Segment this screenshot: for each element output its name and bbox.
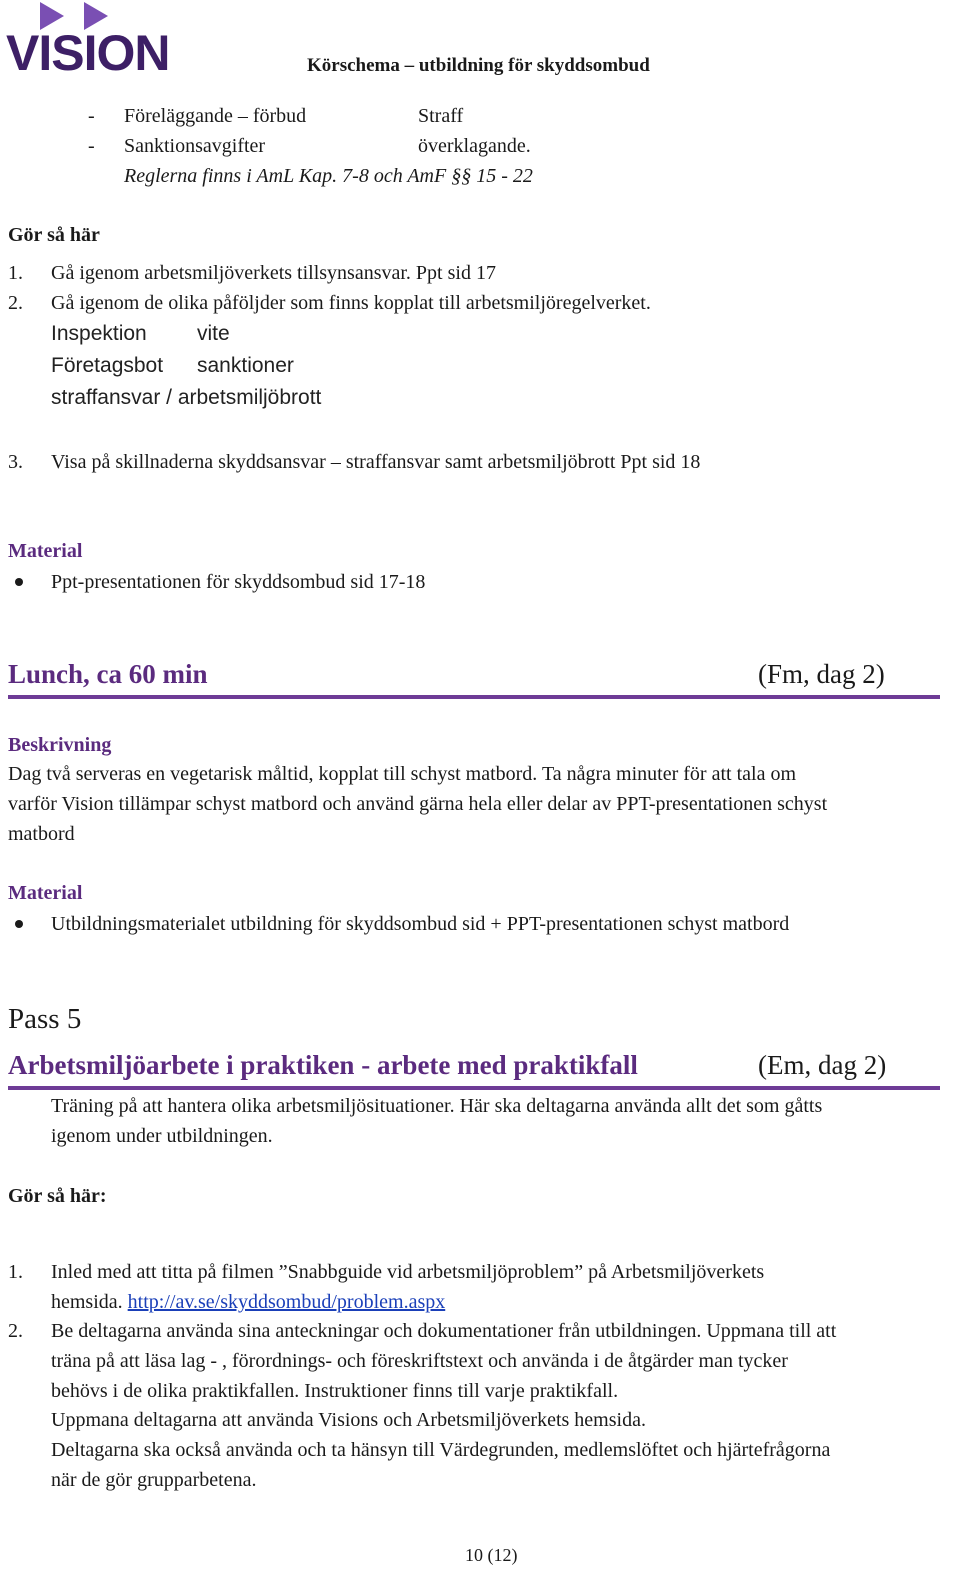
step-text: när de gör grupparbetena. [51,1469,257,1491]
sanction-item: sanktioner [197,354,294,377]
vision-logo [6,2,168,74]
sanction-item: Inspektion [51,322,147,345]
document-title: Körschema – utbildning för skyddsombud [307,55,650,76]
step-text: behövs i de olika praktikfallen. Instruktioner finns till varje praktikfall. [51,1380,619,1402]
intro-line: Träning på att hantera olika arbetsmiljösituationer. Här ska deltagarna använda allt det som gåtts [51,1095,823,1117]
step-text: Gå igenom de olika påföljder som finns kopplat till arbetsmiljöregelverket. [51,292,651,314]
step-number: 3. [8,451,23,473]
pass-label: Pass 5 [8,1003,82,1035]
vision-logo-icon [6,2,168,74]
step-number: 1. [8,262,23,284]
sanction-item: straffansvar / arbetsmiljöbrott [51,386,322,409]
list-item-right: överklagande. [418,135,531,157]
step-text: Deltagarna ska också använda och ta hänsyn till Värdegrunden, medlemslöftet och hjärtefrågorna [51,1439,831,1461]
step-number: 2. [8,1320,23,1342]
step-text: Gå igenom arbetsmiljöverkets tillsynsansvar. Ppt sid 17 [51,262,496,284]
list-item-left: Sanktionsavgifter [124,135,266,157]
section-heading-material: Material [8,882,83,904]
step-text: Uppmana deltagarna att använda Visions och Arbetsmiljöverkets hemsida. [51,1409,646,1431]
step-text-prefix: hemsida. [51,1291,128,1313]
logo-text: VISION [6,25,168,74]
page-number: 10 (12) [465,1545,518,1565]
step-text: Inled med att titta på filmen ”Snabbguide vid arbetsmiljöproblem” på Arbetsmiljöverkets [51,1261,765,1283]
section-heading-material: Material [8,540,83,562]
step-number: 2. [8,292,23,314]
step-text: Visa på skillnaderna skyddsansvar – straffansvar samt arbetsmiljöbrott Ppt sid 18 [51,451,701,473]
section-divider [8,1086,940,1090]
material-item: Ppt-presentationen för skyddsombud sid 17-18 [51,571,426,593]
section-title-lunch: Lunch, ca 60 min [8,659,208,689]
step-number: 1. [8,1261,23,1283]
sanction-item: Företagsbot [51,354,164,377]
description-line: varför Vision tillämpar schyst matbord och använd gärna hela eller delar av PPT-presentationen schyst [8,793,828,815]
bullet-icon [15,920,23,928]
description-line: Dag två serveras en vegetarisk måltid, kopplat till schyst matbord. Ta några minuter för att tala om [8,763,796,785]
section-heading-gor-sa-har: Gör så här: [8,1185,107,1207]
list-item-right: Straff [418,105,464,127]
section-title-pass5: Arbetsmiljöarbete i praktiken - arbete med praktikfall [8,1050,638,1080]
material-item: Utbildningsmaterialet utbildning för skyddsombud sid + PPT-presentationen schyst matbord [51,913,790,935]
section-heading-gor-sa-har: Gör så här [8,224,100,246]
list-item-left: Föreläggande – förbud [124,105,307,127]
step-text [51,1287,445,1317]
section-divider [8,695,940,699]
step-text: träna på att läsa lag - , förordnings- och föreskriftstext och använda i de åtgärder man tycker [51,1350,788,1372]
session-tag: (Em, dag 2) [758,1050,887,1080]
step-text: Be deltagarna använda sina anteckningar och dokumentationer från utbildningen. Uppmana till att [51,1320,837,1342]
list-dash: - [88,135,95,157]
intro-line: igenom under utbildningen. [51,1125,273,1147]
problem-guide-link[interactable]: http://av.se/skyddsombud/problem.aspx [127,1291,446,1313]
sanction-item: vite [197,322,230,345]
regulation-note: Reglerna finns i AmL Kap. 7-8 och AmF §§ 15 - 22 [124,165,533,187]
session-tag: (Fm, dag 2) [758,659,885,689]
list-dash: - [88,105,95,127]
section-heading-beskrivning: Beskrivning [8,734,112,756]
bullet-icon [15,578,23,586]
description-line: matbord [8,823,75,845]
